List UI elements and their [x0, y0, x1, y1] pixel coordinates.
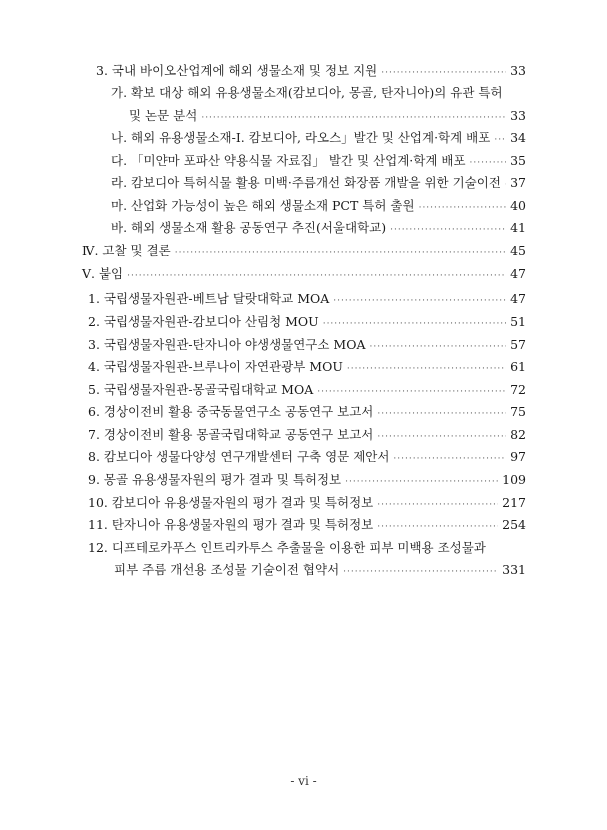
- dot-leader: [317, 384, 506, 400]
- toc-entry-3-ba[interactable]: [111, 220, 526, 238]
- toc-entry-label: 7. 경상이전비 활용 몽골국립대학교 공동연구 보고서: [88, 427, 374, 442]
- dot-leader: [127, 268, 506, 284]
- toc-entry-page: 41: [510, 220, 526, 235]
- toc-entry-appendix-1[interactable]: [88, 291, 526, 309]
- toc-entry-page: 61: [510, 359, 526, 374]
- dot-leader: [494, 132, 506, 148]
- toc-entry-chapter-5[interactable]: [82, 266, 526, 284]
- dot-leader: [390, 222, 506, 238]
- toc-entry-label: 12. 디프테로카푸스 인트리카투스 추출물을 이용한 피부 미백용 조성물과: [88, 540, 486, 555]
- toc-entry-label: 10. 캄보디아 유용생물자원의 평가 결과 및 특허정보: [88, 495, 374, 510]
- toc-entry-page: 75: [510, 404, 526, 419]
- toc-entry-appendix-2[interactable]: [88, 314, 526, 332]
- toc-entry-page: 47: [510, 291, 526, 306]
- toc-entry-label: 11. 탄자니아 유용생물자원의 평가 결과 및 특허정보: [88, 517, 374, 532]
- toc-entry-label: 6. 경상이전비 활용 중국동물연구소 공동연구 보고서: [88, 404, 374, 419]
- toc-entry-page: 34: [510, 130, 526, 145]
- toc-entry-3-ma[interactable]: [111, 198, 526, 216]
- dot-leader: [370, 339, 507, 355]
- toc-entry-label: 나. 해외 유용생물소재-Ⅰ. 캄보디아, 라오스」발간 및 산업계·학계 배포: [111, 130, 491, 145]
- dot-leader: [377, 519, 498, 535]
- toc-entry-appendix-11[interactable]: [88, 517, 526, 535]
- toc-entry-label: 피부 주름 개선용 조성물 기술이전 협약서: [114, 562, 340, 577]
- toc-entry-page: 331: [502, 562, 526, 577]
- dot-leader: [377, 429, 506, 445]
- dot-leader: [381, 65, 506, 81]
- dot-leader: [470, 155, 507, 171]
- toc-entry-page: 57: [510, 337, 526, 352]
- toc-entry-page: 35: [510, 153, 526, 168]
- toc-entry-3[interactable]: [96, 63, 526, 81]
- toc-entry-page: 97: [510, 449, 526, 464]
- dot-leader: [377, 406, 506, 422]
- toc-entry-appendix-12[interactable]: [88, 540, 526, 556]
- toc-entry-page: 109: [502, 472, 526, 487]
- toc-entry-appendix-10[interactable]: [88, 495, 526, 513]
- toc-entry-page: 40: [510, 198, 526, 213]
- toc-entry-appendix-7[interactable]: [88, 427, 526, 445]
- dot-leader: [505, 177, 506, 193]
- dot-leader: [323, 316, 506, 332]
- toc-entry-page: 72: [510, 382, 526, 397]
- toc-entry-page: 37: [510, 175, 526, 190]
- toc-entry-label: 마. 산업화 가능성이 높은 해외 생물소재 PCT 특허 출원: [111, 198, 415, 213]
- toc-entry-page: 47: [510, 266, 526, 281]
- toc-entry-page: 254: [502, 517, 526, 532]
- toc-entry-label: 가. 확보 대상 해외 유용생물소재(캄보디아, 몽골, 탄자니아)의 유관 특허: [111, 85, 503, 100]
- toc-entry-label: Ⅳ. 고찰 및 결론: [82, 243, 171, 258]
- toc-entry-3-da[interactable]: [111, 153, 526, 171]
- toc-entry-chapter-4[interactable]: [82, 243, 526, 261]
- toc-entry-page: 45: [510, 243, 526, 258]
- toc-entry-label: 라. 캄보디아 특허식물 활용 미백·주름개선 화장품 개발을 위한 기술이전: [111, 175, 501, 190]
- dot-leader: [393, 451, 506, 467]
- toc-entry-page: 82: [510, 427, 526, 442]
- toc-entry-label: 바. 해외 생물소재 활용 공동연구 추진(서울대학교): [111, 220, 387, 235]
- dot-leader: [377, 497, 498, 513]
- toc-entry-appendix-6[interactable]: [88, 404, 526, 422]
- dot-leader: [343, 564, 498, 580]
- toc-entry-page: 33: [510, 108, 526, 123]
- toc-entry-label: 9. 몽골 유용생물자원의 평가 결과 및 특허정보: [88, 472, 342, 487]
- toc-entry-appendix-9[interactable]: [88, 472, 526, 490]
- toc-entry-appendix-3[interactable]: [88, 337, 526, 355]
- toc-entry-label: 2. 국립생물자원관-캄보디아 산림청 MOU: [88, 314, 319, 329]
- toc-entry-3-ga-cont[interactable]: [129, 108, 526, 126]
- dot-leader: [345, 474, 498, 490]
- toc-entry-label: 및 논문 분석: [129, 108, 198, 123]
- toc-entry-label: 1. 국립생물자원관-베트남 달랏대학교 MOA: [88, 291, 330, 306]
- dot-leader: [175, 245, 506, 261]
- toc-entry-label: 다. 「미얀마 포파산 약용식물 자료집」 발간 및 산업계·학계 배포: [111, 153, 466, 168]
- dot-leader: [347, 361, 506, 377]
- toc-entry-label: 3. 국립생물자원관-탄자니아 야생생물연구소 MOA: [88, 337, 366, 352]
- toc-entry-page: 51: [510, 314, 526, 329]
- toc-entry-label: 5. 국립생물자원관-몽골국립대학교 MOA: [88, 382, 314, 397]
- toc-entry-appendix-5[interactable]: [88, 382, 526, 400]
- toc-entry-label: Ⅴ. 붙임: [82, 266, 124, 281]
- toc-entry-page: 33: [510, 63, 526, 78]
- toc-entry-label: 4. 국립생물자원관-브루나이 자연관광부 MOU: [88, 359, 343, 374]
- toc-entry-label: 3. 국내 바이오산업계에 해외 생물소재 및 정보 지원: [96, 63, 378, 78]
- toc-entry-page: 217: [502, 495, 526, 510]
- toc-entry-3-na[interactable]: [111, 130, 526, 148]
- dot-leader: [333, 293, 506, 309]
- toc-entry-appendix-4[interactable]: [88, 359, 526, 377]
- toc-entry-3-ra[interactable]: [111, 175, 526, 193]
- toc-entry-label: 8. 캄보디아 생물다양성 연구개발센터 구축 영문 제안서: [88, 449, 390, 464]
- toc-entry-appendix-8[interactable]: [88, 449, 526, 467]
- dot-leader: [201, 110, 506, 126]
- dot-leader: [419, 200, 507, 216]
- page-number-footer: - vi -: [290, 774, 317, 788]
- toc-entry-3-ga[interactable]: [111, 85, 526, 101]
- toc-entry-appendix-12-cont[interactable]: [114, 562, 526, 580]
